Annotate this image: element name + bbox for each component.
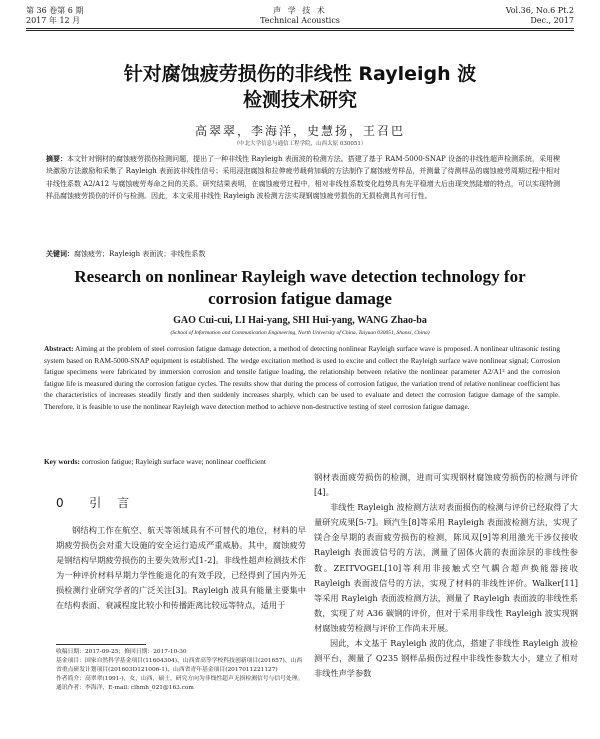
cn-title-line2: 检测技术研究 [242,89,357,111]
en-keywords-text: corrosion fatigue; Rayleigh surface wave; nonlinear coefficient [81,457,266,466]
intro-paragraph-3: 因此，本文基于 Rayleigh 波的优点，搭建了非线性 Rayleigh 波检测平台，测量了 Q235 钢样品损伤过程中非线性参数大小，建立了相对非线性声学参数 [314,638,578,679]
en-authors: GAO Cui-cui, LI Hai-yang, SHI Hui-yang, WANG Zhao-ba [173,315,427,326]
cn-abstract-label: 摘要： [46,154,68,163]
cn-abstract [46,153,560,202]
cn-authors: 高翠翠，李海洋，史慧扬，王召巴 [194,124,405,138]
en-title-line1: Research on nonlinear Rayleigh wave detection technology for [74,267,526,286]
header-journal-cn: 声 学 技 术 [273,6,327,15]
footnote-fund: 基金项目：国家自然科学基金项目(11604304)、山西省高等学校科技创新项目(201657)、山西省重点研发计划项目(201603D121006-1)、山西省青年基金项目(2017011221127) [56,658,303,673]
cn-keywords-label: 关键词： [46,249,74,258]
cn-keywords [46,248,560,260]
header-journal-en: Technical Acoustics [260,16,340,25]
en-keywords-label: Key words: [44,457,80,466]
en-affiliation: (School of Information and Communication Engineering, North University of China, Taiyuan 030051, Shanxi, China) [170,330,430,336]
footnote-contact: 通讯作者：李海洋，E-mail: clhmh_021@163.com [56,685,194,691]
intro-paragraph-2: 非线性 Rayleigh 波检测方法对表面损伤的检测与评价已经取得了大量研究成果[5-7]。顾汽生[8]等采用 Rayleigh 表面波检测方法，实现了镁合金早期的表面疲劳损伤的检测，陈凤双[9]等利用激光干涉仪接收 Rayleigh 表面波信号的方法，测量了固体火箭的表面涂层的非线性参数。ZEITVOGEL[10]等利用非接触式空气耦合超声换能器接收 Rayleigh 表面波信号的方法，实现了材料的非线性评价。Walker[11]等采用 Rayleigh 表面波检测方法，测量了 Rayleigh 表面波的非线性系数，实现了对 A36 碳钢的评价，但对于采用非线性 Rayleigh 波实现钢材腐蚀疲劳检测与评价工作尚未开展。 [314,502,578,633]
cn-affiliation: （中北大学信息与通信工程学院，山西太原 030051） [233,141,367,147]
left-column [56,523,306,614]
intro-paragraph-1: 钢结构工作在航空、航天等领域具有不可替代的地位，材料的早期疲劳损伤会对重大设施的安全运行造成严重威胁。其中，腐蚀疲劳是钢结构早期疲劳损伤的主要失效形式[1-2]。非线性超声检测技术作为一种评价材料早期力学性能退化的有效手段，已经得到了国内外无损检测行业研究学者的广泛关注[3]。Rayleigh 波具有能量主要集中在结构表面、衰减程度比较小和传播距离比较远等特点，适用于 [56,525,306,611]
header-date-en: Dec., 2017 [530,16,574,25]
en-abstract-label: Abstract: [44,344,74,353]
right-column [314,470,578,681]
header-volume-en: Vol.36, No.6 Pt.2 [505,6,574,15]
cn-keywords-text: 腐蚀疲劳；Rayleigh 表面波；非线性系数 [74,250,206,258]
footnote-received: 收稿日期：2017-09-25；修回日期：2017-10-30 [56,649,187,655]
footnote [56,648,306,693]
en-keywords [44,456,560,468]
header-volume-cn: 第 36 卷第 6 期 [26,6,84,15]
footnote-rule [56,644,146,645]
en-abstract-text: Aiming at the problem of steel corrosion fatigue damage detection, a method of detecting nonlinear Rayleigh surface wave is proposed. A nonlinear ultrasonic testing system based on RAM-5000-SNAP equipment is established. The wedge excitation method is used to excite and collect the Rayleigh surface wave nonlinear signal; Corrosion fatigue specimens were fabricated by immersion corrosion and tensile fatigue loading, the relationship between relative the nonlinear parameter A2/A1² and the corrosion fatigue life is measured during the corrosion fatigue cycles. The results show that during the process of corrosion fatigue, the variation trend of relative nonlinear coefficient has the characteristics of increases steadily firstly and then suddenly increases sharply, which can be used to evaluate and detect the corrosion fatigue damage of the sample. Therefore, it is feasible to use the nonlinear Rayleigh wave detection method to achieve non-destructive testing of steel corrosion fatigue damage. [44,344,561,411]
footnote-author: 作者简介：高翠翠(1991-)，女，山西，硕士，研究方向为非线性超声无损检测信号与信号处理。 [56,676,304,682]
en-abstract [44,343,560,413]
section-title: 引 言 [89,496,136,510]
section-number: 0 [56,496,70,510]
intro-paragraph-1-cont: 钢材表面疲劳损伤的检测，进而可实现钢材腐蚀疲劳损伤的检测与评价[4]。 [314,472,578,498]
cn-abstract-text: 本文针对钢材的腐蚀疲劳损伤检测问题，提出了一种非线性 Rayleigh 表面波的检测方法。搭建了基于 RAM-5000-SNAP 设备的非线性超声检测系统，采用楔块激励方法激励和采集了 Rayleigh 表面波非线性信号；采用浸泡腐蚀和拉伸疲劳载荷加载的方法制作了腐蚀疲劳样品，并测量了待测样品的腐蚀疲劳周期过程中相对非线性系数 A2/A12 与腐蚀疲劳寿命之间的关系。研究结果表明，在腐蚀疲劳过程中，相对非线性系数变化趋势具有先平稳增大后由现突然陡增的特点，可以实现特测样品腐蚀疲劳损伤的评价与检测。因此，本文采用非线性 Rayleigh 波检测方法实现钢腐蚀疲劳损伤的无损检测具有可行性。 [46,155,560,200]
section-heading [56,494,135,511]
header-date-cn: 2017 年 12 月 [26,16,81,25]
en-title-line2: corrosion fatigue damage [208,289,392,308]
header-rule-thin [26,30,574,31]
header-rule [26,28,574,29]
cn-title-line1: 针对腐蚀疲劳损伤的非线性 Rayleigh 波 [123,63,477,85]
